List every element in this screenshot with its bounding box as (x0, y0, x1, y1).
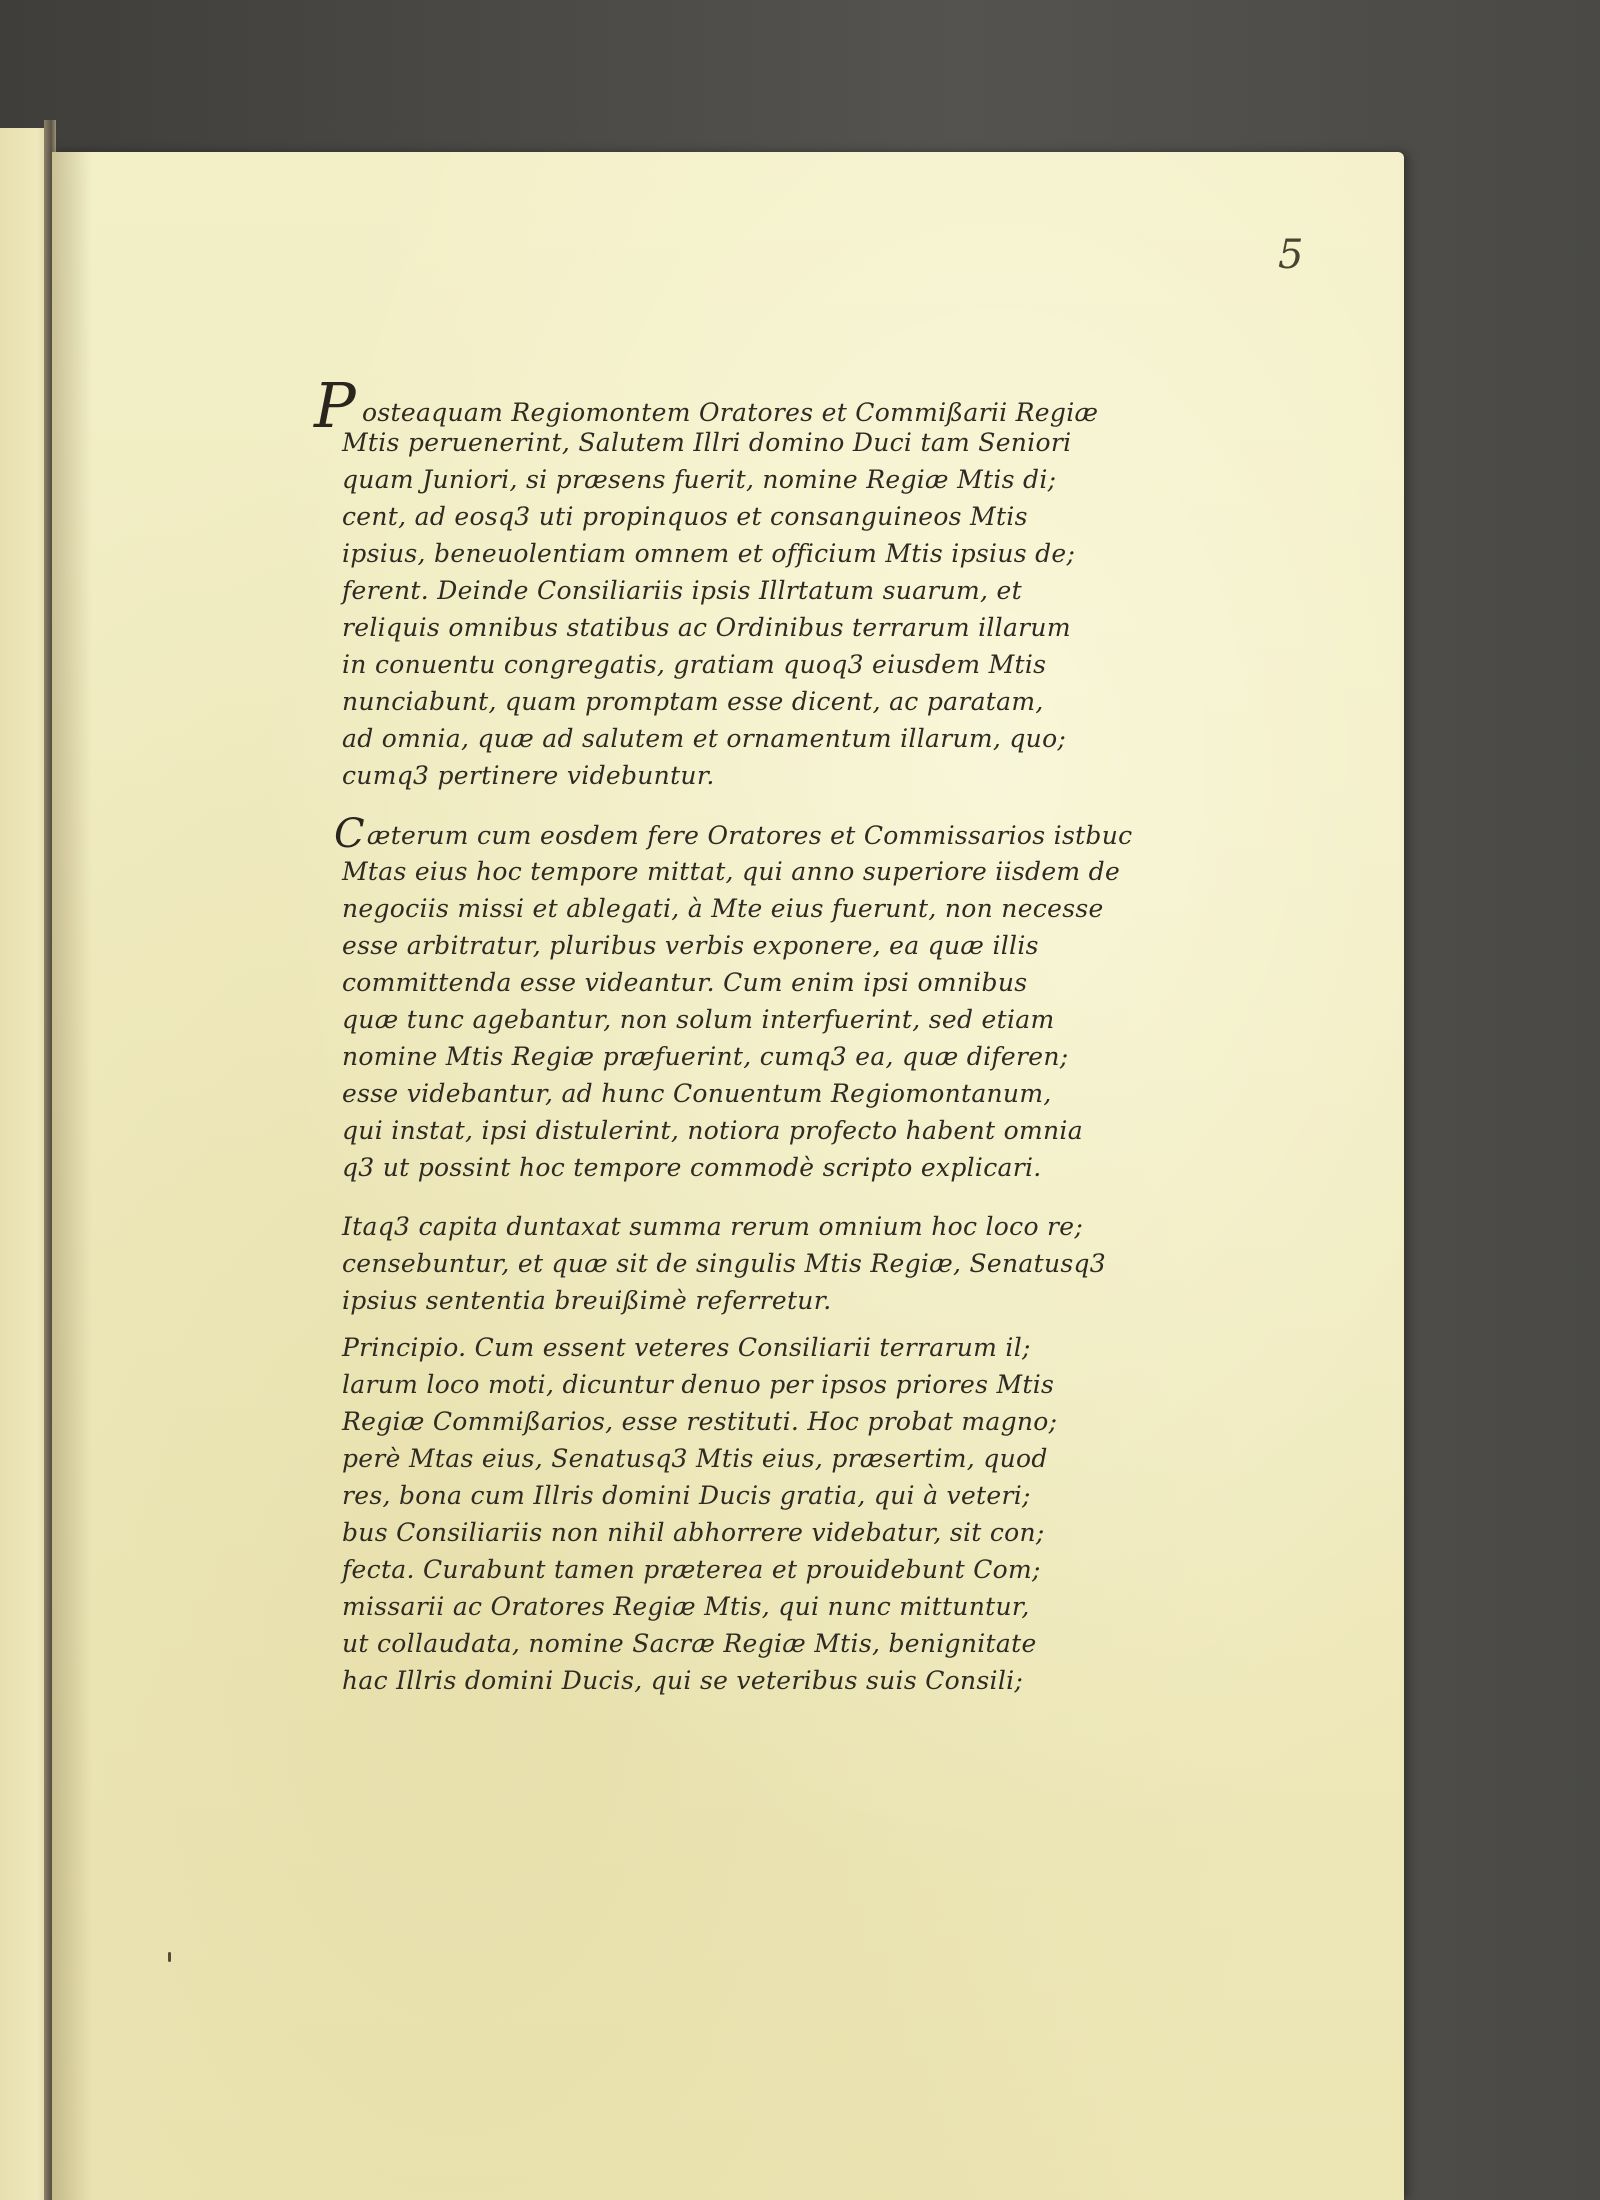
text-line: bus Consiliariis non nihil abhorrere videbatur, sit con; (342, 1518, 1045, 1547)
text-line: fecta. Curabunt tamen præterea et prouidebunt Com; (342, 1555, 1041, 1584)
text-line: cent, ad eosq3 uti propinquos et consanguineos Mtis (342, 502, 1028, 531)
text-line: cumq3 pertinere videbuntur. (342, 761, 715, 790)
text-line: nomine Mtis Regiæ præfuerint, cumq3 ea, quæ diferen; (342, 1042, 1069, 1071)
text-line: ad omnia, quæ ad salutem et ornamentum illarum, quo; (342, 724, 1067, 753)
text-line: Cæterum cum eosdem fere Oratores et Commissarios istbuc (334, 811, 1133, 857)
text-line: ipsius sententia breuißimè referretur. (342, 1286, 832, 1315)
text-line: qui instat, ipsi distulerint, notiora profecto habent omnia (342, 1116, 1083, 1145)
text-line: ut collaudata, nomine Sacræ Regiæ Mtis, benignitate (342, 1629, 1037, 1658)
paragraph-1 (314, 369, 1222, 794)
text-line: esse videbantur, ad hunc Conuentum Regiomontanum, (342, 1079, 1052, 1108)
text-line: Mtis peruenerint, Salutem Illri domino Duci tam Seniori (342, 428, 1072, 457)
text-line: quæ tunc agebantur, non solum interfuerint, sed etiam (342, 1005, 1055, 1034)
ink-mark (168, 1952, 171, 1962)
text-line: reliquis omnibus statibus ac Ordinibus terrarum illarum (342, 613, 1071, 642)
decorated-initial: P (314, 369, 357, 442)
text-line: hac Illris domini Ducis, qui se veteribus suis Consili; (342, 1666, 1024, 1695)
text-line: Principio. Cum essent veteres Consiliarii terrarum il; (342, 1333, 1031, 1362)
text-line: q3 ut possint hoc tempore commodè scripto explicari. (342, 1153, 1042, 1182)
text-line: in conuentu congregatis, gratiam quoq3 eiusdem Mtis (342, 650, 1047, 679)
text-line: missarii ac Oratores Regiæ Mtis, qui nunc mittuntur, (342, 1592, 1030, 1621)
paragraph-gap (342, 794, 1222, 816)
manuscript-page (52, 152, 1404, 2200)
text-line: esse arbitratur, pluribus verbis exponere, ea quæ illis (342, 931, 1039, 960)
folio-number: 5 (1278, 232, 1304, 278)
text-line: negociis missi et ablegati, à Mte eius fuerunt, non necesse (342, 894, 1104, 923)
text-line: quam Juniori, si præsens fuerit, nomine Regiæ Mtis di; (342, 465, 1057, 494)
decorated-initial: C (334, 811, 365, 857)
text-line: larum loco moti, dicuntur denuo per ipsos priores Mtis (342, 1370, 1055, 1399)
paragraph-4 (342, 1329, 1222, 1699)
text-line: censebuntur, et quæ sit de singulis Mtis Regiæ, Senatusq3 (342, 1249, 1107, 1278)
text-line: committenda esse videantur. Cum enim ipsi omnibus (342, 968, 1028, 997)
manuscript-text (314, 369, 1222, 1699)
text-line: ipsius, beneuolentiam omnem et officium Mtis ipsius de; (342, 539, 1076, 568)
text-line: Itaq3 capita duntaxat summa rerum omnium hoc loco re; (342, 1212, 1084, 1241)
text-line: nunciabunt, quam promptam esse dicent, ac paratam, (342, 687, 1044, 716)
text-line: perè Mtas eius, Senatusq3 Mtis eius, præsertim, quod (342, 1444, 1048, 1473)
text-line: Mtas eius hoc tempore mittat, qui anno superiore iisdem de (342, 857, 1121, 886)
text-line: ferent. Deinde Consiliariis ipsis Illrtatum suarum, et (342, 576, 1022, 605)
paragraph-3 (342, 1208, 1222, 1319)
paragraph-2 (334, 811, 1222, 1186)
text-line: Posteaquam Regiomontem Oratores et Commißarii Regiæ (314, 369, 1099, 442)
text-line: Regiæ Commißarios, esse restituti. Hoc probat magno; (342, 1407, 1058, 1436)
paragraph-gap (342, 1186, 1222, 1208)
paragraph-gap (342, 1319, 1222, 1329)
text-line: res, bona cum Illris domini Ducis gratia, qui à veteri; (342, 1481, 1031, 1510)
